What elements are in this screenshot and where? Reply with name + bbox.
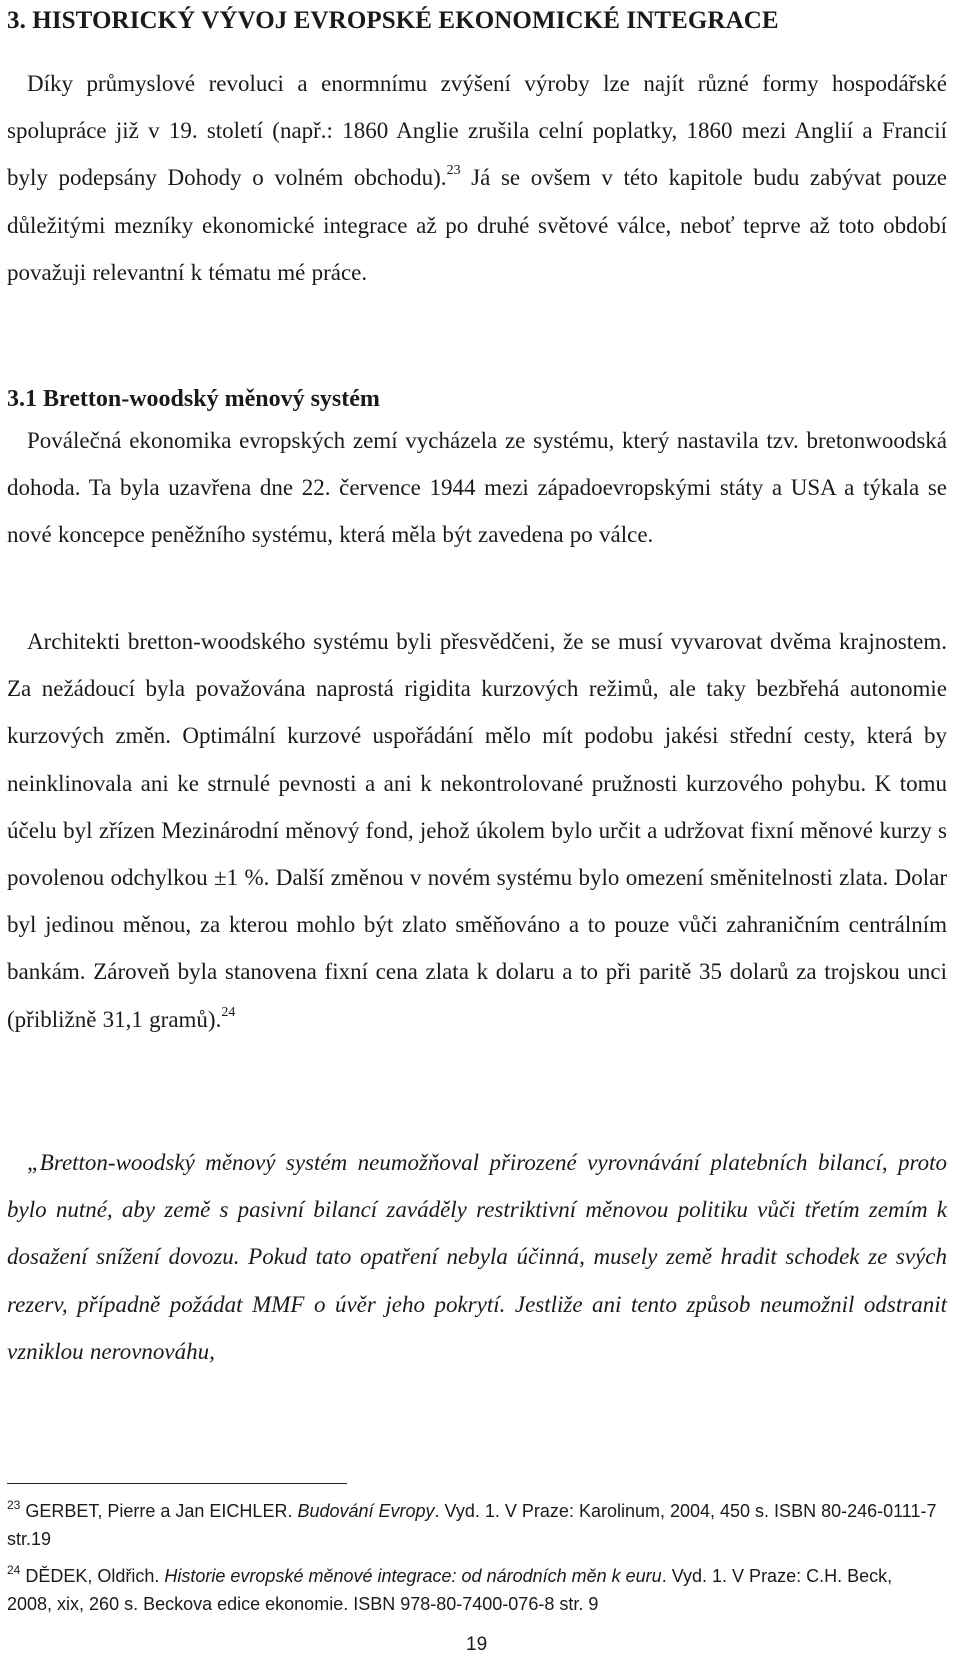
footnote-number: 23 <box>7 1498 21 1512</box>
footnote-details: . Vyd. 1. V Praze: C.H. Beck, 2008, xix, 260 s. Beckova edice ekonomie. ISBN 978-80-7400-076-8 str. 9 <box>7 1566 893 1614</box>
bretton-woods-paragraph: Poválečná ekonomika evropských zemí vycházela ze systému, který nastavila tzv. bretonwoodská dohoda. Ta byla uzavřena dne 22. července 1944 mezi západoevropskými státy a USA a týkala se nové koncepce peněžního systému, která měla být zavedena po válce. <box>7 428 947 548</box>
footnote-details: . Vyd. 1. V Praze: Karolinum, 2004, 450 s. ISBN 80-246-0111-7 str.19 <box>7 1501 937 1549</box>
footnote-ref-23[interactable]: 23 <box>446 163 461 179</box>
intro-paragraph-text-a: Díky průmyslové revoluci a enormnímu zvýšení výroby lze najít různé formy hospodářské spolupráce již v 19. století (např.: 1860 Anglie zrušila celní poplatky, 1860 mezi Anglií a Francií byly podepsány Dohody o volném obchodu). <box>7 71 947 191</box>
intro-paragraph-text-b: Já se ovšem v této kapitole budu zabývat pouze důležitými mezníky ekonomické integrace až po druhé světové válce, neboť teprve až toto období považuji relevantní k tématu mé práce. <box>7 165 947 285</box>
page-number: 19 <box>466 1634 488 1655</box>
footnote-author: DĚDEK, Oldřich. <box>20 1566 165 1586</box>
section-heading: 3.1 Bretton-woodský měnový systém <box>7 386 380 412</box>
document-page <box>7 0 950 1667</box>
footnote-23 <box>7 1497 942 1553</box>
architects-paragraph <box>7 618 947 1043</box>
footnote-separator <box>7 1483 347 1484</box>
footnote-24 <box>7 1562 942 1618</box>
chapter-heading: 3. HISTORICKÝ VÝVOJ EVROPSKÉ EKONOMICKÉ INTEGRACE <box>7 7 779 34</box>
footnote-author: GERBET, Pierre a Jan EICHLER. <box>20 1501 298 1521</box>
intro-paragraph <box>7 60 947 296</box>
footnote-title: Budování Evropy <box>297 1501 435 1521</box>
footnote-title: Historie evropské měnové integrace: od národních měn k euru <box>164 1566 662 1586</box>
architects-paragraph-text: Architekti bretton-woodského systému byli přesvědčeni, že se musí vyvarovat dvěma krajnostem. Za nežádoucí byla považována naprostá rigidita kurzových režimů, ale taky bezbřehá autonomie kurzových změn. Optimální kurzové uspořádání mělo mít podobu jakési střední cesty, která by neinklinovala ani ke strnulé pevnosti a ani k nekontrolované pružnosti kurzového pohybu. K tomu účelu byl zřízen Mezinárodní měnový fond, jehož úkolem bylo určit a udržovat fixní měnové kurzy s povolenou odchylkou ±1 %. Další změnou v novém systému bylo omezení směnitelnosti zlata. Dolar byl jedinou měnou, za kterou mohlo být zlato směňováno a to pouze vůči zahraničním centrálním bankám. Zároveň byla stanovena fixní cena zlata k dolaru a to při paritě 35 dolarů za trojskou unci (přibližně 31,1 gramů). <box>7 629 947 1032</box>
quote-paragraph: „Bretton-woodský měnový systém neumožňoval přirozené vyrovnávání platebních bilancí, proto bylo nutné, aby země s pasivní bilancí zaváděly restriktivní měnovou politiku vůči třetím zemím k dosažení snížení dovozu. Pokud tato opatření nebyla účinná, musely země hradit schodek ze svých rezerv, případně požádat MMF o úvěr jeho pokrytí. Jestliže ani tento způsob neumožnil odstranit vzniklou nerovnováhu, <box>7 1150 947 1364</box>
footnote-ref-24[interactable]: 24 <box>221 1004 236 1020</box>
footnote-number: 24 <box>7 1563 21 1577</box>
